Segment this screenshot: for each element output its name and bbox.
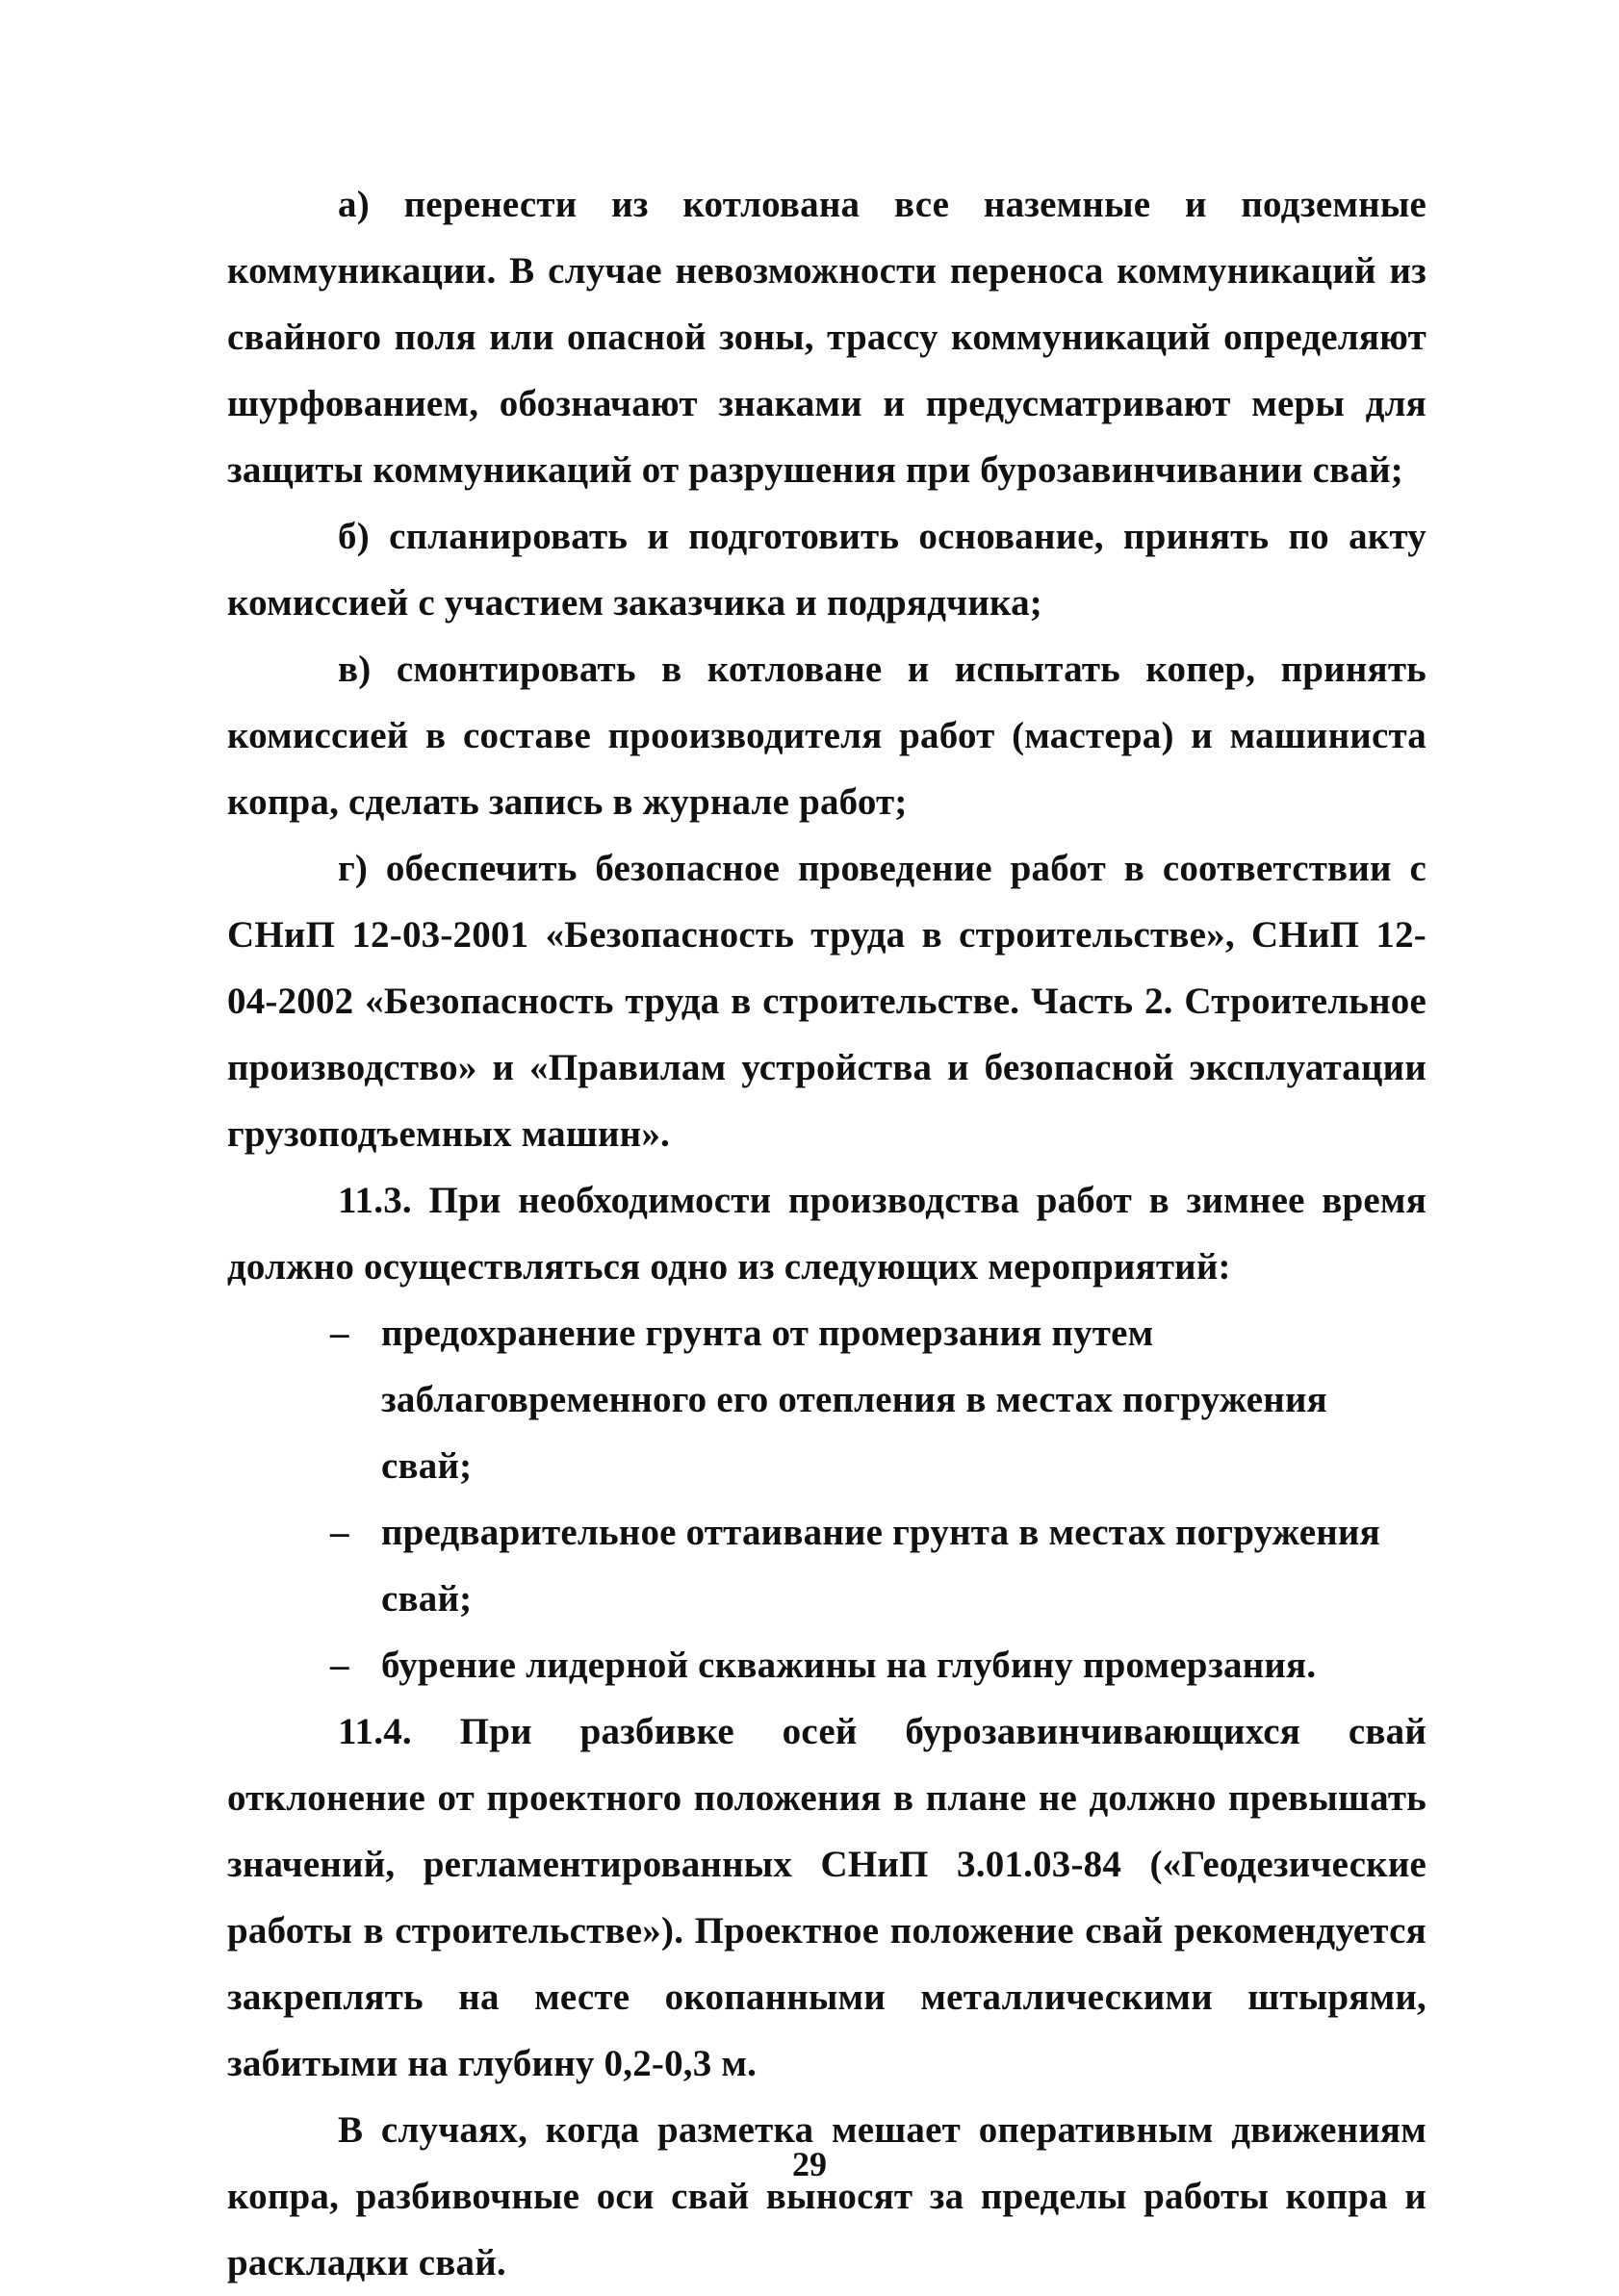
dash-marker: – [330, 1313, 349, 1354]
paragraph-g: г) обеспечить безопасное проведение работ в соответствии с СНиП 12-03-2001 «Безопасность труда в строительстве», СНиП 12-04-2002 «Безопасность труда в строительстве. Часть 2. Строительное производство» и «Правилам устройства и безопасной эксплуатации грузоподъемных машин». [227, 848, 1426, 1155]
list-item-text: предварительное оттаивание грунта в местах погружения свай; [381, 1512, 1380, 1620]
paragraph-v: в) смонтировать в котловане и испытать копер, принять комиссией в составе прооизводителя работ (мастера) и машиниста копра, сделать запись в журнале работ; [227, 649, 1426, 823]
paragraph-marking: В случаях, когда разметка мешает оперативным движениям копра, разбивочные оси свай выносят за пределы работы копра и раскладки свай. [227, 2109, 1426, 2283]
paragraph-b: б) спланировать и подготовить основание, принять по акту комиссией с участием заказчика и подрядчика; [227, 516, 1426, 624]
list-item-text: бурение лидерной скважины на глубину промерзания. [381, 1645, 1317, 1686]
list-item [227, 1632, 1426, 1698]
dash-marker: – [330, 1645, 349, 1686]
paragraph-11-3: 11.3. При необходимости производства работ в зимнее время должно осуществляться одно из следующих мероприятий: [227, 1180, 1426, 1288]
list-item [227, 1300, 1426, 1499]
dash-marker: – [330, 1512, 349, 1553]
paragraph-11-4: 11.4. При разбивке осей бурозавинчивающихся свай отклонение от проектного положения в плане не должно превышать значений, регламентированных СНиП 3.01.03-84 («Геодезические работы в строительстве»). Проектное положение свай рекомендуется закреплять на месте окопанными металлическими штырями, забитыми на глубину 0,2-0,3 м. [227, 1711, 1426, 2084]
list-item [227, 1499, 1426, 1632]
page-number: 29 [792, 2145, 827, 2183]
paragraph-a: а) перенести из котлована все наземные и подземные коммуникации. В случае невозможности переноса коммуникаций из свайного поля или опасной зоны, трассу коммуникаций определяют шурфованием, обозначают знаками и предусматривают меры для защиты коммуникаций от разрушения при бурозавинчивании свай; [227, 184, 1426, 491]
main-text [227, 171, 1426, 2296]
measures-list [227, 1300, 1426, 1698]
list-item-text: предохранение грунта от промерзания путем заблаговременного его отепления в местах погружения свай; [381, 1313, 1327, 1487]
